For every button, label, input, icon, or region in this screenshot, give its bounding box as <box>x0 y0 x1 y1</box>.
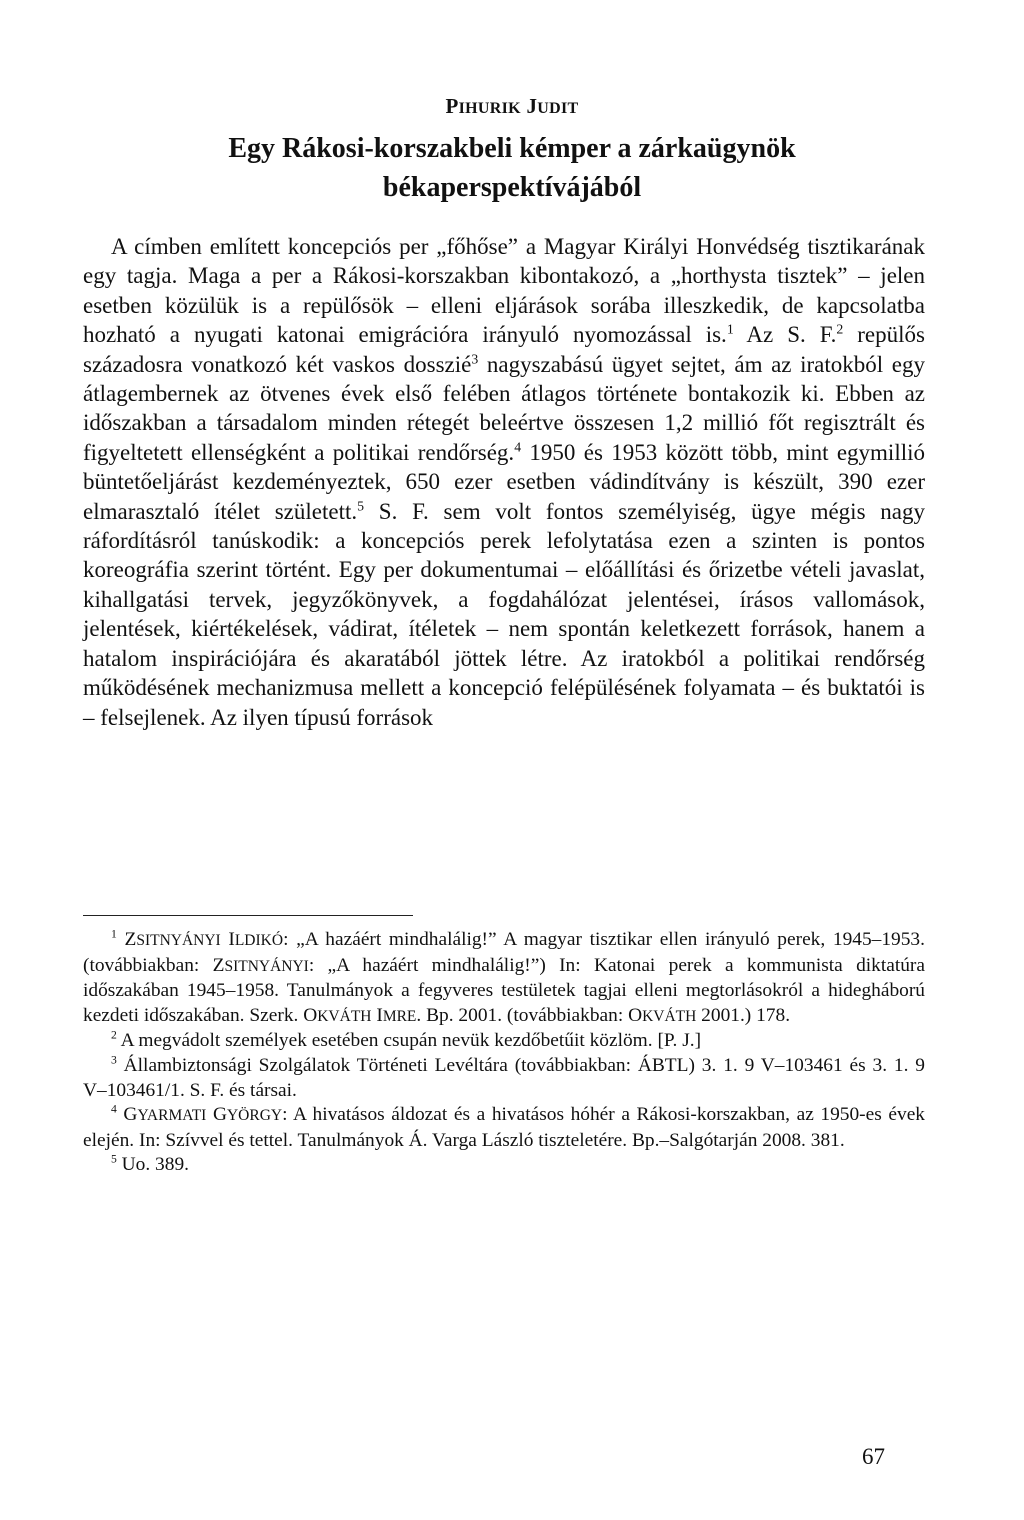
footnote-2: $^2$ A megvádolt személyek esetében csupán nevük kezdőbetűit közlöm. [P. J.] <box>111 1028 702 1052</box>
footnotes <box>83 928 925 1178</box>
footnote-ref-5: 5 <box>357 498 365 513</box>
footnote-ref-1: 1 <box>726 321 734 337</box>
author-name: PIHURIK JUDIT <box>445 94 579 118</box>
footnote-5: $^5$ Uo. 389. <box>111 1152 189 1176</box>
footnote-3: $^3$ Állambiztonsági Szolgálatok Történeti Levéltára (továbbiakban: ÁBTL) 3. 1. 9 V–103461 és 3. 1. 9 V–103461/1. S. F. és társai. <box>83 1053 925 1101</box>
footnote-ref-3: 3 <box>471 350 479 366</box>
page-number: 67 <box>862 1444 885 1469</box>
article-title-line-1: Egy Rákosi-korszakbeli kémper a zárkaügynök <box>228 133 796 164</box>
body-text <box>83 232 925 732</box>
footnote-separator <box>83 915 413 916</box>
body-paragraph: A címben említett koncepciós per „főhőse” a Magyar Királyi Honvédség tisztikarának egy tagja. Maga a per a Rákosi-korszakban kibontakozó, a „horthysta tisztek” – jelen esetben közülük is a repülősök – elleni eljárások sorába illeszkedik, de kapcsolatba hozható a nyugati katonai emigrációra irányuló nyomozással is.$^1$ Az S. F.$^2$ repülős századosra vonatkozó két vaskos dosszié$^3$ nagyszabású ügyet sejtet, ám az iratokból egy átlagembernek az ötvenes évek első felében átlagos története bontakozik ki. Ebben az időszakban a társadalom minden rétegét beleértve összesen 1,2 millió főt regisztrált és figyeltetett ellenségként a politikai rendőrség.$^4$ 1950 és 1953 között több, mint egymillió büntetőeljárást kezdeményeztek, 650 ezer esetben vádindítvány is készült, 390 ezer elmarasztaló ítélet született.$^5$ S. F. sem volt fontos személyiség, ügye mégis nagy ráfordításról tanúskodik: a koncepciós perek lefolytatása ezen a szinten is pontos koreográfia szerint történt. Egy per dokumentumai – előállítási és őrizetbe vételi javaslat, kihallgatási tervek, jegyzőkönyvek, a fogdahálózat jelentései, írásos vallomások, jelentések, kiértékelések, vádirat, ítéletek – nem spontán keletkezett források, hanem a hatalom inspirációjára és akaratából jöttek létre. Az iratokból a politikai rendőrség működésének mechanizmusa mellett a koncepció felépülésének folyamata – és buktatói is – felsejlenek. Az ilyen típusú források <box>83 234 925 730</box>
footnote-ref-2: 2 <box>836 321 844 337</box>
footnote-4: $^4$ GYARMATI GYÖRGY: A hivatásos áldozat és a hivatásos hóhér a Rákosi-korszakban, az 1950-es évek elején. In: Szívvel és tettel. Tanulmányok Á. Varga László tiszteletére. Bp.–Salgótarján 2008. 381. <box>83 1102 925 1151</box>
article-title-line-2: békaperspektívájából <box>382 172 642 203</box>
footnote-ref-4: 4 <box>514 439 522 455</box>
footnote-1: $^1$ ZSITNYÁNYI ILDIKÓ: „A hazáért mindhalálig!” A magyar tisztikar ellen irányuló perek, 1945–1953. (továbbiakban: ZSITNYÁNYI: „A hazáért mindhalálig!”) In: Katonai perek a kommunista diktatúra időszakában 1945–1958. Tanulmányok a fegyveres testületek tagjai elleni megtorlásokról a hidegháború kezdeti időszakában. Szerk. OKVÁTH IMRE. Bp. 2001. (továbbiakban: OKVÁTH 2001.) 178. <box>83 927 925 1026</box>
